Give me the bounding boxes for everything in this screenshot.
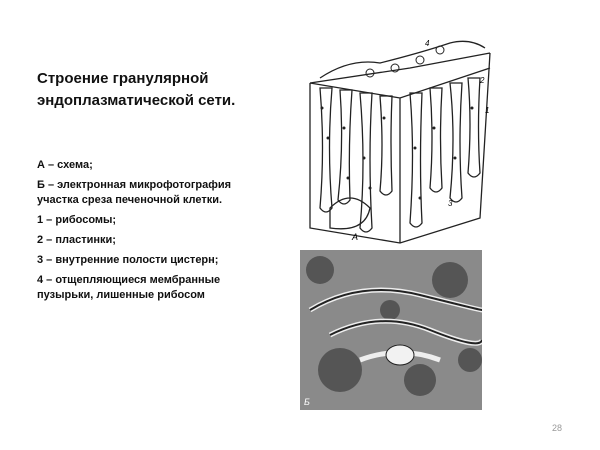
page-number: 28 [552,423,563,433]
legend-item: 3 – внутренние полости цистерн; [37,254,219,266]
callout-4: 4 [425,39,430,48]
callout-1: 1 [485,106,490,115]
callout-3: 3 [448,199,453,208]
legend-item: 1 – рибосомы; [37,214,117,226]
er-schematic-diagram [300,38,495,246]
legend-item: 4 – отщепляющиеся мембранные пузырьки, лишенные рибосом [37,274,221,301]
legend-item: Б – электронная микрофотография участка среза печеночной клетки. [37,179,232,206]
legend-list [37,158,257,308]
callout-2: 2 [480,76,485,85]
legend-item: 2 – пластинки; [37,234,116,246]
slide-title: Строение гранулярной эндоплазматической сети. [37,70,236,109]
legend-item: А – схема; [37,159,93,171]
figure-b-label: Б [304,397,310,407]
electron-micrograph [300,250,482,410]
figure-a-label: А [352,232,359,242]
